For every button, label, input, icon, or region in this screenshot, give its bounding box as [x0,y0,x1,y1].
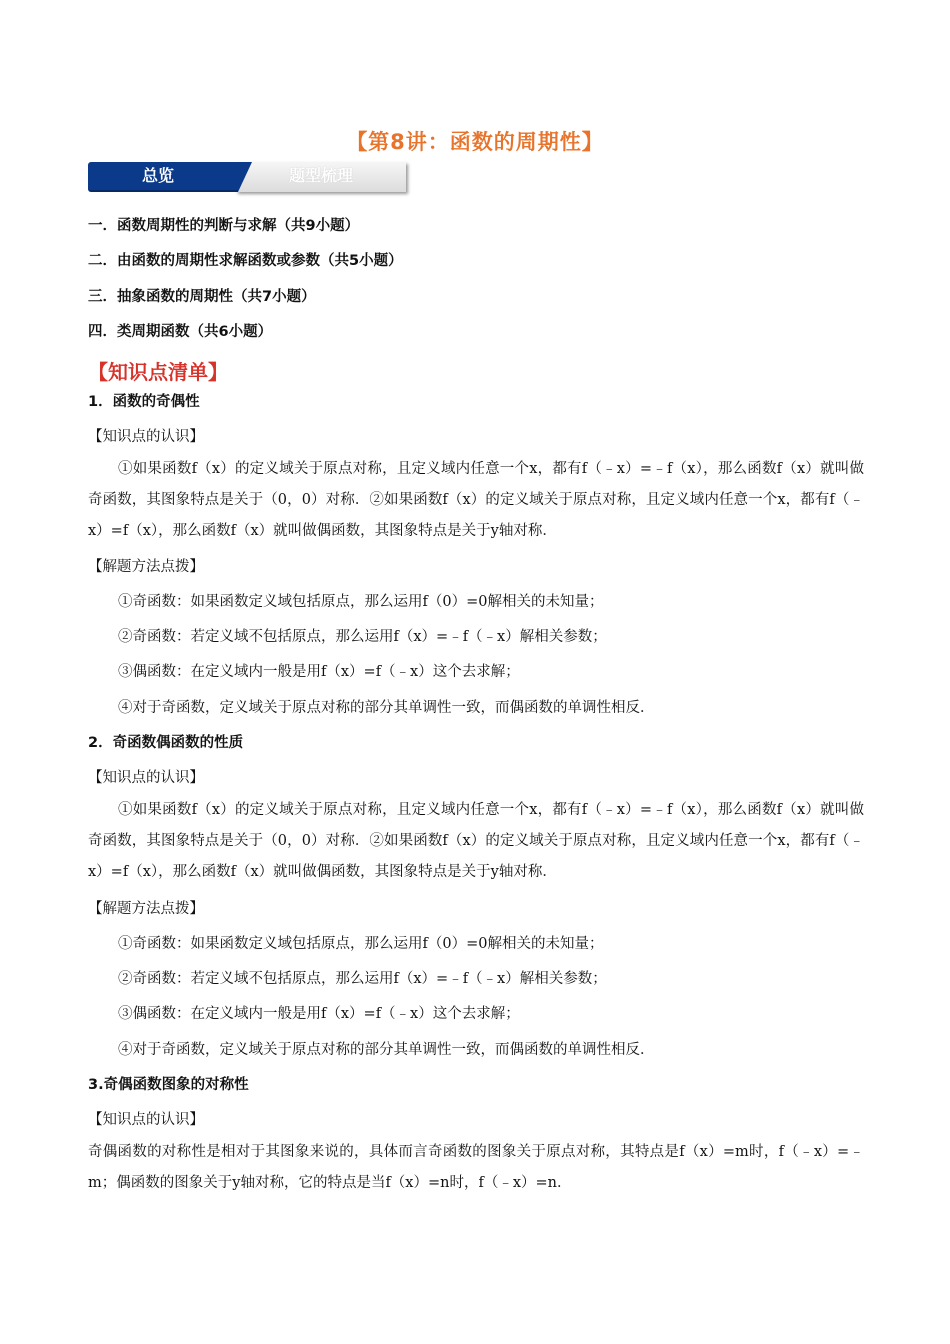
toc-item-1: 一．函数周期性的判断与求解（共9小题） [88,218,360,234]
tab-overview-wedge [238,162,252,192]
knowledge-paragraph: 奇偶函数的对称性是相对于其图象来说的，具体而言奇函数的图象关于原点对称，其特点是f（x）=m时，f（﹣x）=﹣m；偶函数的图象关于y轴对称，它的特点是当f（x）=n时，f（﹣x）=n． [88,1144,864,1191]
method-item: ④对于奇函数，定义域关于原点对称的部分其单调性一致，而偶函数的单调性相反． [118,1042,655,1058]
knowledge-label: 【知识点的认识】 [88,770,204,786]
tab-bar [88,162,406,196]
knowledge-paragraph: ①如果函数f（x）的定义域关于原点对称，且定义域内任意一个x，都有f（﹣x）=﹣f（x），那么函数f（x）就叫做奇函数，其图象特点是关于（0，0）对称．②如果函数f（x）的定义域关于原点对称，且定义域内任意一个x，都有f（﹣x）=f（x），那么函数f（x）就叫做偶函数，其图象特点是关于y轴对称． [88,461,864,539]
tab-overview[interactable]: 总览 [88,162,238,192]
page-title: 【第8讲：函数的周期性】 [346,130,604,154]
method-item: ①奇函数：如果函数定义域包括原点，那么运用f（0）=0解相关的未知量； [118,594,604,610]
method-item: ③偶函数：在定义域内一般是用f（x）=f（﹣x）这个去求解； [118,664,520,680]
section-heading: 2．奇函数偶函数的性质 [88,735,244,751]
method-item: ②奇函数：若定义域不包括原点，那么运用f（x）=﹣f（﹣x）解相关参数； [118,629,607,645]
section-heading: 3.奇偶函数图象的对称性 [88,1077,249,1093]
method-item: ④对于奇函数，定义域关于原点对称的部分其单调性一致，而偶函数的单调性相反． [118,700,655,716]
method-label: 【解题方法点拨】 [88,901,204,917]
knowledge-label: 【知识点的认识】 [88,429,204,445]
toc-item-3: 三．抽象函数的周期性（共7小题） [88,289,316,305]
toc-item-4: 四．类周期函数（共6小题） [88,324,273,340]
method-label: 【解题方法点拨】 [88,559,204,575]
method-item: ③偶函数：在定义域内一般是用f（x）=f（﹣x）这个去求解； [118,1006,520,1022]
knowledge-label: 【知识点的认识】 [88,1112,204,1128]
tab-types[interactable]: 题型梳理 [236,162,406,192]
method-item: ②奇函数：若定义域不包括原点，那么运用f（x）=﹣f（﹣x）解相关参数； [118,971,607,987]
toc-item-2: 二．由函数的周期性求解函数或参数（共5小题） [88,253,403,269]
knowledge-paragraph: ①如果函数f（x）的定义域关于原点对称，且定义域内任意一个x，都有f（﹣x）=﹣f（x），那么函数f（x）就叫做奇函数，其图象特点是关于（0，0）对称．②如果函数f（x）的定义域关于原点对称，且定义域内任意一个x，都有f（﹣x）=f（x），那么函数f（x）就叫做偶函数，其图象特点是关于y轴对称． [88,802,864,880]
method-item: ①奇函数：如果函数定义域包括原点，那么运用f（0）=0解相关的未知量； [118,936,604,952]
knowledge-list-header: 【知识点清单】 [88,360,228,384]
section-heading: 1．函数的奇偶性 [88,394,200,410]
